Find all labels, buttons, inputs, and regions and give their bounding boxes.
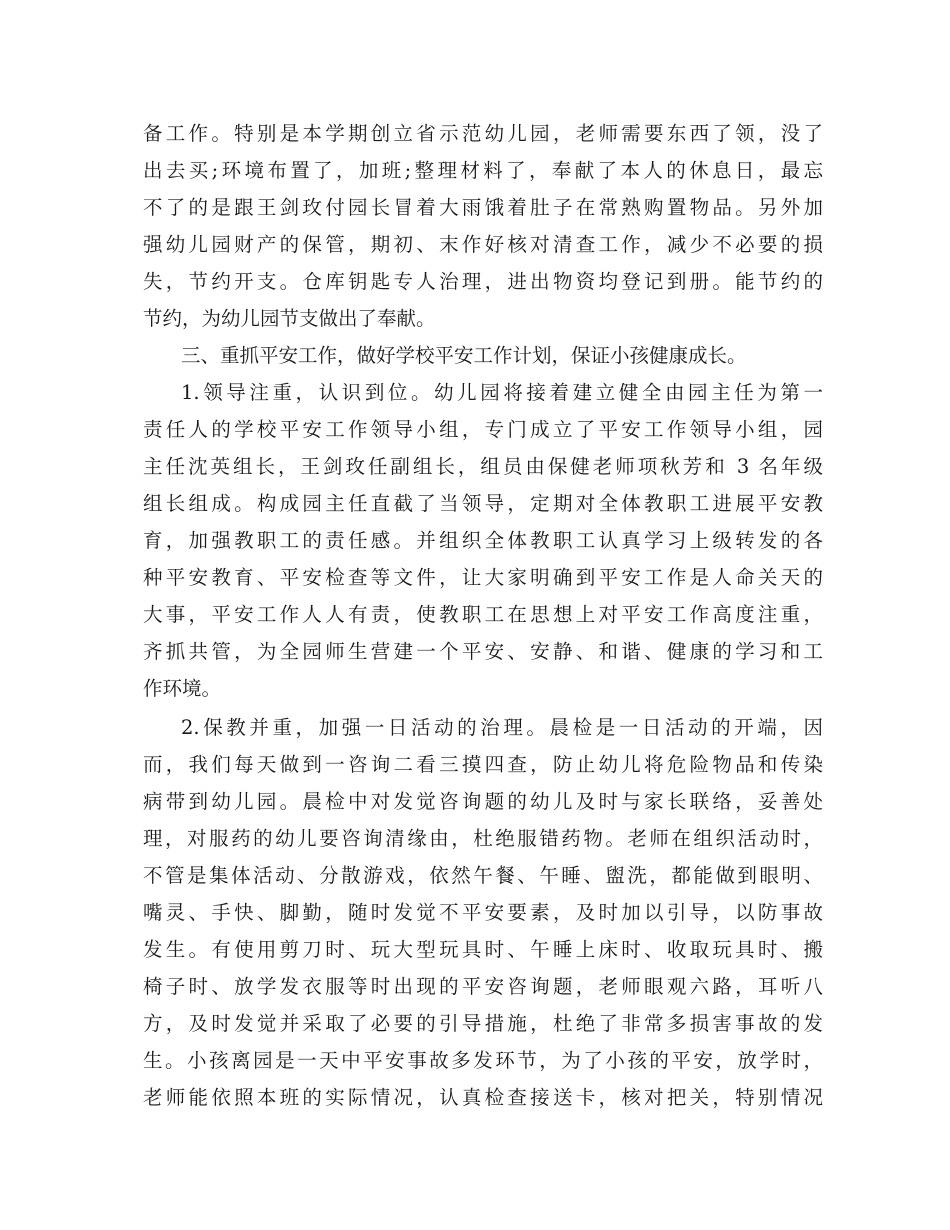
text-line: 节约，为幼儿园节支做出了奉献。 — [143, 307, 436, 330]
text-line: 作环境。 — [143, 677, 222, 700]
text-line: 失，节约开支。仓库钥匙专人治理，进出物资均登记到册。能节约的 — [143, 270, 823, 293]
text-line: 主任沈英组长，王剑玫任副组长，组员由保健老师项秋芳和 3 名年级 — [143, 455, 823, 478]
text-line: 理，对服药的幼儿要咨询清缘由，杜绝服错药物。老师在组织活动时， — [143, 827, 823, 850]
text-line: 嘴灵、手快、脚勤，随时发觉不平安要素，及时加以引导，以防事故 — [143, 901, 823, 924]
text-line: 椅子时、放学发衣服等时出现的平安咨询题，老师眼观六路，耳听八 — [143, 975, 823, 998]
text-line: 2.保教并重，加强一日活动的治理。晨检是一日活动的开端，因 — [181, 716, 823, 739]
text-line: 方，及时发觉并采取了必要的引导措施，杜绝了非常多损害事故的发 — [143, 1012, 823, 1035]
text-line: 不管是集体活动、分散游戏，依然午餐、午睡、盥洗，都能做到眼明、 — [143, 864, 823, 887]
text-line: 而，我们每天做到一咨询二看三摸四查，防止幼儿将危险物品和传染 — [143, 753, 823, 776]
text-line: 齐抓共管，为全园师生营建一个平安、安静、和谐、健康的学习和工 — [143, 640, 823, 663]
text-line: 1.领导注重，认识到位。幼儿园将接着建立健全由园主任为第一 — [181, 381, 823, 404]
text-line: 发生。有使用剪刀时、玩大型玩具时、午睡上床时、收取玩具时、搬 — [143, 938, 823, 961]
text-line: 出去买;环境布置了，加班;整理材料了，奉献了本人的休息日，最忘 — [143, 159, 823, 182]
text-line: 组长组成。构成园主任直截了当领导，定期对全体教职工进展平安教 — [143, 492, 823, 515]
text-line: 责任人的学校平安工作领导小组，专门成立了平安工作领导小组，园 — [143, 418, 823, 441]
text-line: 强幼儿园财产的保管，期初、末作好核对清查工作，减少不必要的损 — [143, 233, 823, 256]
text-line: 种平安教育、平安检查等文件，让大家明确到平安工作是人命关天的 — [143, 566, 823, 589]
text-line: 病带到幼儿园。晨检中对发觉咨询题的幼儿及时与家长联络，妥善处 — [143, 790, 823, 813]
section-heading: 三、重抓平安工作，做好学校平安工作计划，保证小孩健康成长。 — [181, 344, 747, 367]
text-line: 生。小孩离园是一天中平安事故多发环节，为了小孩的平安，放学时， — [143, 1049, 823, 1072]
text-line: 大事，平安工作人人有责，使教职工在思想上对平安工作高度注重， — [143, 603, 823, 626]
text-line: 备工作。特别是本学期创立省示范幼儿园，老师需要东西了领，没了 — [143, 122, 823, 145]
text-line: 不了的是跟王剑玫付园长冒着大雨饿着肚子在常熟购置物品。另外加 — [143, 196, 823, 219]
text-line: 育，加强教职工的责任感。并组织全体教职工认真学习上级转发的各 — [143, 529, 823, 552]
text-line: 老师能依照本班的实际情况，认真检查接送卡，核对把关，特别情况 — [143, 1086, 823, 1109]
